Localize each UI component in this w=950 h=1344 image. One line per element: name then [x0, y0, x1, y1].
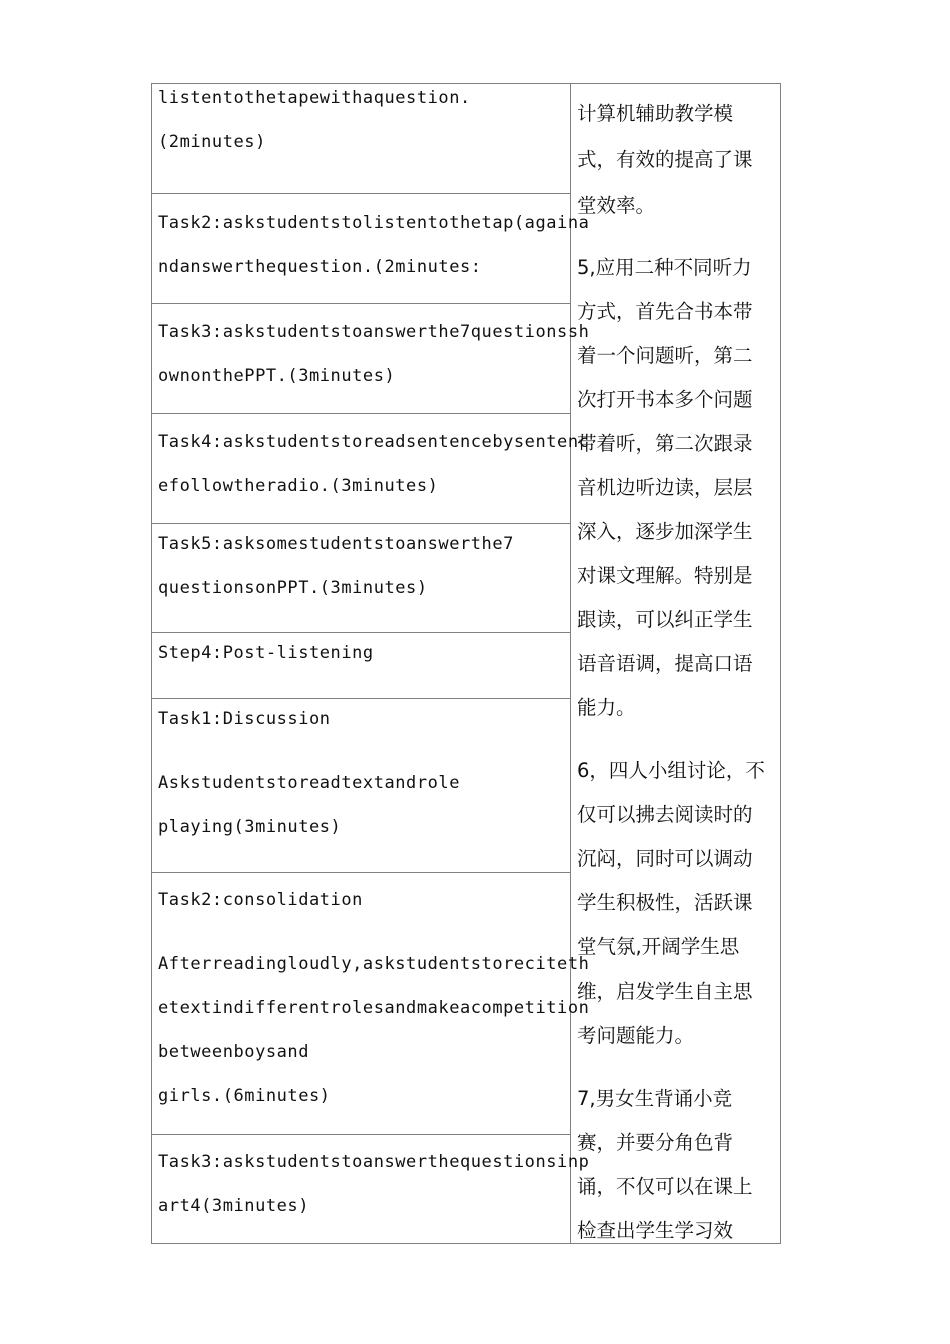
intent-text: 仅可以拂去阅读时的	[577, 803, 753, 826]
row-text: (2minutes)	[158, 132, 266, 152]
table-row	[152, 304, 590, 414]
intent-text: 式，有效的提高了课	[577, 148, 753, 171]
intent-text: 方式，首先合书本带	[577, 300, 753, 323]
intent-text: 深入，逐步加深学生	[577, 520, 753, 543]
row-text: Step4:Post-listening	[158, 643, 374, 663]
lesson-plan-table	[151, 83, 781, 1244]
design-intent-column	[571, 84, 780, 1243]
row-text: ownonthePPT.(3minutes)	[158, 366, 396, 386]
intent-text: 对课文理解。特别是	[577, 564, 753, 587]
table-row	[152, 524, 570, 633]
intent-text: 学生积极性，活跃课	[577, 891, 753, 914]
row-text: Task4:askstudentstoreadsentencebysentenc	[158, 432, 590, 452]
table-row	[152, 414, 590, 524]
intent-text: 能力。	[577, 696, 636, 719]
intent-text: 诵，不仅可以在课上	[577, 1175, 753, 1198]
table-row	[152, 633, 570, 699]
intent-text: 6，四人小组讨论，不	[577, 759, 765, 782]
row-text: Task2:consolidation	[158, 890, 363, 910]
intent-text: 带着听，第二次跟录	[577, 432, 753, 455]
table-row	[152, 1135, 590, 1243]
intent-text: 跟读，可以纠正学生	[577, 608, 753, 631]
row-text: etextindifferentrolesandmakeacompetition	[158, 998, 590, 1018]
intent-text: 语音语调，提高口语	[577, 652, 753, 675]
row-text: Task3:askstudentstoanswerthe7questionssh	[158, 322, 590, 342]
row-text: girls.(6minutes)	[158, 1086, 331, 1106]
intent-text: 堂效率。	[577, 194, 656, 217]
intent-text: 着一个问题听，第二	[577, 344, 753, 367]
row-text: questionsonPPT.(3minutes)	[158, 578, 428, 598]
intent-text: 维，启发学生自主思	[577, 980, 753, 1003]
table-row	[152, 84, 570, 194]
row-text: listentothetapewithaquestion.	[158, 88, 471, 108]
row-text: Task1:Discussion	[158, 709, 331, 729]
intent-text: 检查出学生学习效	[577, 1219, 734, 1242]
row-text: art4(3minutes)	[158, 1196, 309, 1216]
intent-text: 音机边听边读，层层	[577, 476, 753, 499]
intent-text: 堂气氛,开阔学生思	[577, 935, 740, 958]
intent-text: 考问题能力。	[577, 1024, 695, 1047]
row-text: betweenboysand	[158, 1042, 309, 1062]
intent-text: 计算机辅助教学模	[577, 102, 734, 125]
intent-text: 7,男女生背诵小竞	[577, 1087, 733, 1110]
intent-text: 赛，并要分角色背	[577, 1131, 734, 1154]
row-text: Afterreadingloudly,askstudentstoreciteth	[158, 954, 590, 974]
row-text: ndanswerthequestion.(2minutes:	[158, 257, 482, 277]
intent-text: 5,应用二种不同听力	[577, 256, 752, 279]
row-text: Task3:askstudentstoanswerthequestionsinp	[158, 1152, 590, 1172]
row-text: Task5:asksomestudentstoanswerthe7	[158, 534, 514, 554]
intent-text: 次打开书本多个问题	[577, 388, 753, 411]
intent-text: 沉闷，同时可以调动	[577, 847, 753, 870]
row-text: Askstudentstoreadtextandrole	[158, 773, 460, 793]
table-row	[152, 873, 590, 1135]
row-text: efollowtheradio.(3minutes)	[158, 476, 439, 496]
table-row	[152, 194, 590, 304]
row-text: playing(3minutes)	[158, 817, 342, 837]
row-text: Task2:askstudentstolistentothetap(againa	[158, 213, 590, 233]
procedure-column	[152, 84, 590, 1243]
table-row	[152, 699, 570, 873]
